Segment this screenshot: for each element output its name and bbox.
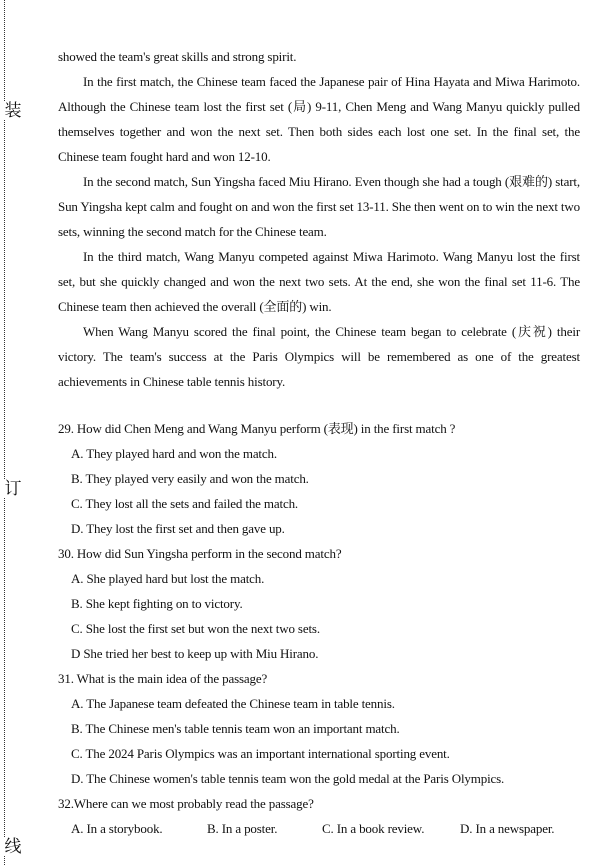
question-29-option-b: B. They played very easily and won the match. (71, 471, 309, 486)
question-29-option-a: A. They played hard and won the match. (71, 446, 277, 461)
binding-char-zhuang: 装 (4, 101, 22, 120)
passage-paragraph-2: In the first match, the Chinese team faced the Japanese pair of Hina Hayata and Miwa Harimoto. Although the Chinese team lost the first set (局) 9-11, Chen Meng and Wang Manyu quickly pulled themselves together and won the next set. Then both sides each lost one set. In the final set, the Chinese team fought hard and won 12-10. (58, 74, 580, 164)
passage-paragraph-4: In the third match, Wang Manyu competed against Miwa Harimoto. Wang Manyu lost the first set, but she quickly changed and won the next two sets. At the end, she won the final set 11-6. The Chinese team then achieved the overall (全面的) win. (58, 249, 580, 314)
question-32 (58, 791, 580, 841)
passage-paragraph-1: showed the team's great skills and strong spirit. (58, 49, 297, 64)
question-29-option-d: D. They lost the first set and then gave up. (71, 521, 285, 536)
question-30 (58, 541, 580, 666)
question-30-option-d: D She tried her best to keep up with Miu Hirano. (71, 646, 319, 661)
question-32-option-b: B. In a poster. (207, 821, 278, 836)
document-body (58, 44, 580, 841)
question-32-option-d: D. In a newspaper. (460, 821, 555, 836)
question-30-option-b: B. She kept fighting on to victory. (71, 596, 243, 611)
question-list (58, 416, 580, 841)
passage-paragraph-5: When Wang Manyu scored the final point, the Chinese team began to celebrate (庆祝) their victory. The team's success at the Paris Olympics will be remembered as one of the greatest achievements in Chinese table tennis history. (58, 324, 580, 389)
question-30-stem: 30. How did Sun Yingsha perform in the second match? (58, 546, 342, 561)
binding-char-ding: 订 (4, 479, 22, 498)
question-30-option-a: A. She played hard but lost the match. (71, 571, 265, 586)
question-32-option-a: A. In a storybook. (71, 821, 163, 836)
question-31-option-a: A. The Japanese team defeated the Chinese team in table tennis. (71, 696, 395, 711)
question-29 (58, 416, 580, 541)
question-29-option-c: C. They lost all the sets and failed the match. (71, 496, 299, 511)
question-31 (58, 666, 580, 791)
binding-margin-line (4, 0, 5, 865)
question-31-option-d: D. The Chinese women's table tennis team won the gold medal at the Paris Olympics. (71, 771, 505, 786)
question-32-options (58, 816, 580, 841)
question-32-stem: 32.Where can we most probably read the passage? (58, 796, 314, 811)
question-32-option-c: C. In a book review. (322, 821, 425, 836)
binding-char-xian: 线 (4, 837, 22, 856)
question-31-option-c: C. The 2024 Paris Olympics was an important international sporting event. (71, 746, 450, 761)
question-29-stem: 29. How did Chen Meng and Wang Manyu perform (表现) in the first match ? (58, 421, 456, 436)
reading-passage (58, 44, 580, 394)
passage-paragraph-3: In the second match, Sun Yingsha faced Miu Hirano. Even though she had a tough (艰难的) start, Sun Yingsha kept calm and fought on and won the first set 13-11. She then went on to win the next two sets, winning the second match for the Chinese team. (58, 174, 580, 239)
question-31-stem: 31. What is the main idea of the passage? (58, 671, 268, 686)
question-31-option-b: B. The Chinese men's table tennis team won an important match. (71, 721, 400, 736)
question-30-option-c: C. She lost the first set but won the next two sets. (71, 621, 320, 636)
